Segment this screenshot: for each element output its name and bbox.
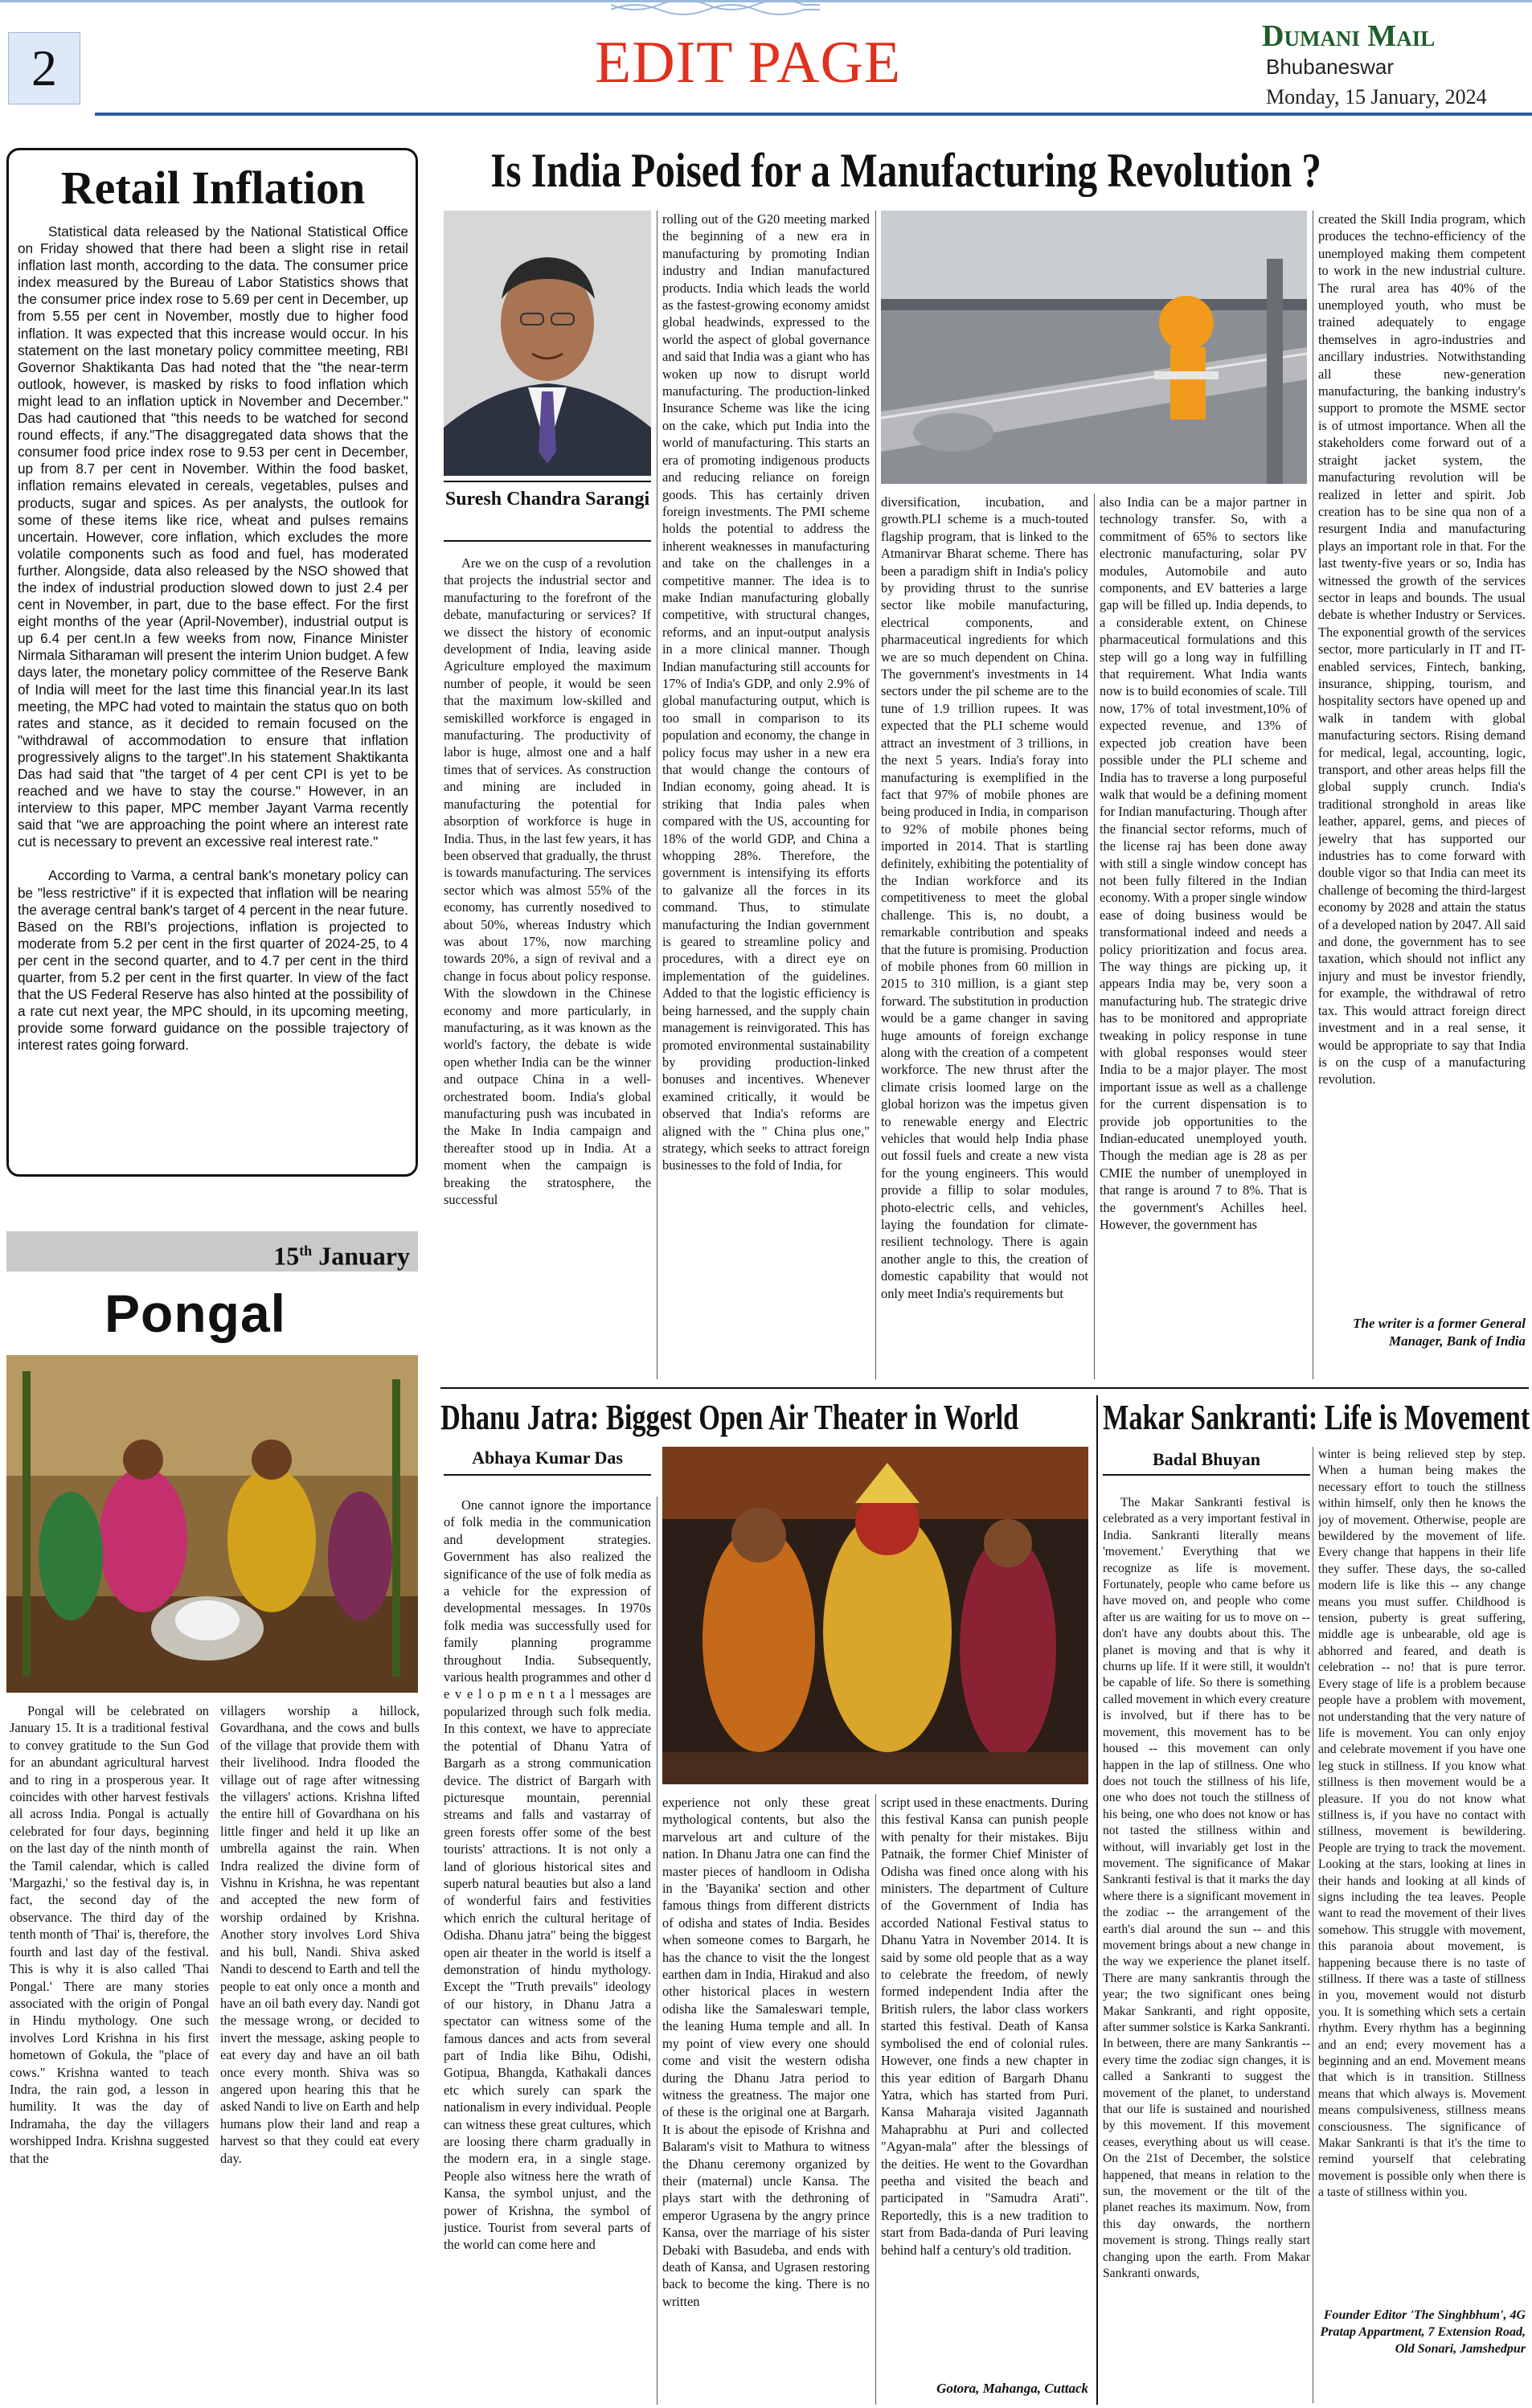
makar-column-2 — [1318, 1447, 1526, 2299]
retail-inflation-title: Retail Inflation — [60, 162, 366, 214]
makar-sankranti-title: Makar Sankranti: Life is Movement — [1103, 1398, 1530, 1437]
pongal-date-suffix: th — [299, 1243, 313, 1259]
section-title: EDIT PAGE — [595, 30, 902, 96]
pongal-celebration-photo — [6, 1355, 418, 1693]
column-divider — [875, 1794, 876, 2405]
author-rule — [444, 481, 651, 482]
pongal-date-month: January — [318, 1241, 410, 1271]
retail-paragraph-2: According to Varma, a central bank's monetary policy can be "less restrictive" if it is expected that inflation will be nearing the average central bank's target of 4 percent in the near future. Based on the RBI's projections, inflation is projected to moderate from 5.2 per cent in the first quarter of 2024-25, to 4 per cent in the second quarter, and to 4.7 per cent in the third quarter, from 5.2 per cent in the first quarter. In view of the fact that the US Federal Reserve has also hinted at the possibility of a rate cut next year, the MPC should, in its upcoming meeting, provide some forward guidance on the possible trajectory of interest rates going forward. — [18, 867, 408, 1054]
makar-writer-note: Founder Editor 'The Singhbhum', 4G Pratap Appartment, 7 Extension Road, Old Sonari, Jamshedpur — [1320, 2308, 1526, 2356]
dhanu-column-1-text: One cannot ignore the importance of folk media in the communication and development strategies. Government has also realized the significance of the use of folk media as a vehicle for the expression of developmental messages. In 1970s folk media was successfully used for family planning programme throughout India. Subsequently, various health programmes and other d e v e l o p m e n t a l messages are popularized through such folk media. In this context, we have to appreciate the potential of Dhanu Yatra of Bargarh as a strong communication device. The district of Bargarh with picturesque mountain, perennial streams and falls and vastarray of green forests offer some of the best tourists' attractions. It is not only a land of glorious historical sites and superb natural beauties but also a land of wonderful fairs and festivities which enrich the cultural heritage of Odisha. Dhanu jatra" being the biggest open air theater in the world is itself a demonstration of hindu mythology. Except the "Truth prevails" ideology of our history, in Dhanu Jatra a spectator can witness some of the famous dances and acts from several part of India like Bihu, Odishi, Gotipua, Bhangda, Kathakali dances etc which surely can spark the nationalism in every individual. People can witness these great cultures, which are loosing there charm gradually in the modern era, in a single stage. People also witness here the wrath of Kansa, the symbol unjust, and the power of Krishna, the symbol of justice. Tourist from several parts of the world can come here and — [444, 1497, 651, 2253]
paper-name: Dumani Mail — [1262, 19, 1436, 53]
pongal-title: Pongal — [104, 1284, 287, 1343]
author-rule — [444, 1474, 651, 1476]
pongal-date-day: 15 — [273, 1241, 300, 1271]
dhanu-jatra-photo — [662, 1447, 1088, 1784]
main-column-4 — [1100, 493, 1307, 1379]
main-column-2-text: rolling out of the G20 meeting marked the beginning of a new era in manufacturing by promoting Indian industry and Indian manufactured products. India which leads the world as the fastest-growing economy amidst global headwinds, expressed to the world the aspect of global governance and said that India was a giant who has woken up now to disrupt world manufacturing. The production-linked Insurance Scheme was like the icing on the cake, which put India into the world of manufacturing. This starts an era of promoting indigenous products and reducing reliance on foreign goods. This has certainly driven foreign investments. The PMI scheme holds the potential to address the inherent weaknesses in manufacturing and take on the challenges in a competitive manner. The idea is to make Indian manufacturing globally competitive, with structural changes, reforms, and an input-output analysis in a more clinical manner. Though Indian manufacturing still accounts for 17% of India's GDP, and only 2.9% of global manufacturing output, which is too small in comparison to its population and economy, the change in policy focus may usher in a new era that would change the contours of Indian economy, going ahead. It is striking that India pales when compared with the US, accounting for 18% of the world GDP, and China a whopping 28%. Therefore, the government is intensifying its efforts to galvanize all the forces in its command. Thus, to stimulate manufacturing the Indian government is geared to streamline policy and procedures, with a direct eye on implementation of the guidelines. Added to that the logistic efficiency is being harnessed, and the supply chain management is reinvigorated. This has promoted environmental sustainability by providing production-linked bonuses and incentives. Whenever examined critically, it would be observed that India's reforms are aligned with the " China plus one," strategy, which seeks to attract foreign businesses to the fold of India, for — [662, 211, 870, 1173]
makar-column-1 — [1103, 1495, 1310, 2408]
dhanu-column-2 — [662, 1794, 870, 2405]
dhanu-jatra-title: Dhanu Jatra: Biggest Open Air Theater in World — [440, 1398, 1019, 1437]
dhanu-jatra-author: Abhaya Kumar Das — [472, 1448, 623, 1468]
pongal-column-2 — [220, 1702, 420, 2402]
retail-inflation-body — [18, 223, 408, 1169]
main-article-title: Is India Poised for a Manufacturing Revolution ? — [490, 144, 1321, 197]
main-column-3 — [881, 493, 1088, 1379]
main-column-1 — [444, 555, 651, 1379]
pongal-column-1 — [10, 1702, 209, 2402]
section-divider — [1096, 1395, 1098, 2405]
pongal-column-2-text: villagers worship a hillock, Govardhana, and the cows and bulls of the village that provide them with their livelihood. Indra flooded the village out of rage after witnessing the villagers' actions. Krishna lifted the entire hill of Govardhana on his little finger and held it up like an umbrella against the rain. When Indra realized the divine form of Vishnu in Krishna, he was repentant and accepted the new form of worship ordained by Krishna. Another story involves Lord Shiva and his bull, Nandi. Shiva asked Nandi to descend to Earth and tell the people to eat only once a month and have an oil bath every day. Nandi got the message wrong, or decided to invert the message, asking people to eat every day and have an oil bath once every month. Shiva was so angered upon hearing this that he asked Nandi to live on Earth and help humans plow their land and reap a harvest so that they could eat every day. — [220, 1703, 420, 2166]
page-number: 2 — [31, 39, 57, 96]
main-column-5-text: created the Skill India program, which produces the techno-efficiency of the unemployed making them competent to work in the new industrial culture. The rural area has 40% of the unemployed youth, who must be trained adequately to engage themselves in agro-industries and ancillary industries. Notwithstanding all these new-generation manufacturing, the banking industry's support to promote the MSME sector is of utmost importance. When all the stakeholders come forward out of a straight jacket system, the manufacturing revolution will be realized in letter and spirit. Job creation has to be sine qua non of a resurgent India and manufacturing plays an important role in that. For the last twenty-five years or so, India has witnessed the growth of the services sector in leaps and bounds. The usual debate is whether Industry or Services. The exponential growth of the services sector, more particularly in IT and IT-enabled services, Fintech, banking, insurance, shipping, tourism, and hospitality sectors have opened up and walk in tandem with global manufacturing sectors. Rising demand for medical, legal, accounting, logic, transport, and other areas helps fill the global supply crunch. India's traditional stronghold in areas like leather, apparel, gems, and pieces of jewelry that has supported our industries has to come forward with double vigor so that India can meet its challenge of becoming the third-largest economy by 2028 and attain the status of a developed nation by 2047. All said and done, the government has to see taxation, which should not inflict any injury and must be investor friendly, for example, the withdrawal of retro tax. This would attract foreign direct investment and in a real sense, it would be appropriate to say that India is on the cusp of a manufacturing revolution. — [1318, 211, 1526, 1087]
main-column-3-text: diversification, incubation, and growth.PLI scheme is a much-touted flagship program, that is linked to the Atmanirvar Bharat scheme. There has been a paradigm shift in India's policy by providing thrust to the sunrise sector like mobile manufacturing, electrical components, and pharmaceutical ingredients for which we are so much dependent on China. The government's investments in 14 sectors under the pil scheme are to the tune of 1.9 trillion rupees. It was expected that the PLI scheme would attract an investment of 3 trillions, in the next 5 years. India's foray into manufacturing is exemplified in the fact that 97% of mobile phones are being produced in India, in comparison to 92% of mobile phones being imported in 2014. That is startling definitely, exhibiting the potentiality of the Indian workforce and its competitiveness to meet the global challenge. This is, no doubt, a remarkable contribution and speaks that the future is promising. Production of mobile phones from 60 million in 2015 to 310 million, is a giant step forward. The substitution in production would be a game changer in saving huge amounts of foreign exchange along with the creation of a competent workforce. The new thrust after the climate crisis loomed large on the global horizon was the impetus given to renewable energy and Electric vehicles that would help India phase out fossil fuels and create a new vista for the young engineers. This would provide a fillip to solar modules, photo-electric cells, and vehicles, laying the foundation for climate-resilient technology. There is again another angle to this, the creation of domestic capability that would not only meet India's requirements but — [881, 494, 1088, 1301]
makar-sankranti-author: Badal Bhuyan — [1153, 1449, 1260, 1469]
dhanu-column-3 — [881, 1794, 1088, 2381]
paper-city: Bhubaneswar — [1266, 55, 1394, 79]
dhanu-author-place: Gotora, Mahanga, Cuttack — [936, 2381, 1088, 2396]
column-divider — [875, 211, 876, 1379]
retail-paragraph-1: Statistical data released by the National Statistical Office on Friday showed that there had been a slight rise in retail inflation last month, according to the data. The consumer price index measured by the Bureau of Labor Statistics shows that the consumer price index rose to 5.69 per cent in December, up from 5.55 per cent in November, mostly due to higher food inflation. It was expected that this increase would occur. In his statement on the last monetary policy committee meeting, RBI Governor Shaktikanta Das had noted that the "the near-term outlook, however, is masked by risks to food inflation which might lead to an inflation uptick in November and December." Das had cautioned that "this needs to be watched for second round effects, if any."The disaggregated data shows that the consumer food price index rose to 9.53 per cent in December, up from 8.7 per cent in November. Within the food basket, inflation remains elevated in cereals, vegetables, pulses and products, sugar and spices. As per analysts, the outlook for some of these items like rice, wheat and pulses remains uncertain. However, core inflation, which excludes the more volatile components such as food and fuel, has moderated further. Alongside, data also released by the NSO showed that the index of industrial production slowed down to just 2.4 per cent in November, in part, due to the base effect. For the first eight months of the year (April-November), industrial output is up 6.4 per cent.In a few weeks from now, Finance Minister Nirmala Sitharaman will present the interim Union budget. A few days later, the monetary policy committee of the Reserve Bank of India will meet for the last time this financial year.In its last meeting, the MPC had voted to maintain the status quo on both rates and stance, as it decided to remain focused on the "withdrawal of accommodation to ensure that inflation progressively aligns to the target".In his statement Shaktikanta Das had said that "the target of 4 per cent CPI is yet to be reached and we have to stay the course." However, in an interview to this paper, MPC member Jayant Varma recently said that "we are approaching the point where an interest rate cut is necessary to prevent an excessive real interest rate." — [18, 223, 408, 850]
factory-photo — [881, 211, 1307, 484]
dhanu-column-2-text: experience not only these great mythological contents, but also the marvelous art and culture of the nation. In Dhanu Jatra one can find the master pieces of handloom in Odisha in the 'Bayanika' section and other famous things from different districts of odisha and states of India. Besides when someone comes to Bargarh, he has the chance to visit the the longest earthen dam in India, Hirakud and also other historical places in western odisha like the Samaleswari temple, the leaning Huma temple and all. In my point of view every one should come and visit the western odisha during the Dhanu Jatra period to witness the greatness. The major one of these is the original one at Bargarh. It is about the episode of Krishna and Balaram's visit to Mathura to witness the Dhanu ceremony organized by their (maternal) uncle Kansa. The plays start with the dethroning of emperor Ugrasena by the angry prince Kansa, over the marriage of his sister Debaki with Basudeba, and ends with death of Kansa, and Ugrasen restoring back to become the king. There is no written — [662, 1795, 870, 2309]
main-writer-note: The writer is a former General Manager, Bank of India — [1353, 1316, 1526, 1349]
pongal-date — [169, 1233, 410, 1274]
main-column-5 — [1318, 211, 1526, 1308]
page-number-box — [8, 32, 80, 104]
author-photo — [444, 211, 651, 476]
pongal-column-1-text: Pongal will be celebrated on January 15. It is a traditional festival to convey gratitude to the Sun God for an abundant agricultural harvest and to ring in a prosperous year. It coincides with other harvest festivals all across India. Pongal is actually celebrated for four days, beginning on the last day of the ninth month of the Tamil calendar, which is called 'Margazhi,' so the festival day is, in fact, the second day of the observance. The third day of the tenth month of 'Thai' is, therefore, the fourth and last day of the festival. This is why it is also called 'Thai Pongal.' There are many stories associated with the origin of Pongal in Hindu mythology. One such involves Lord Krishna in his first hometown of Gokula, the "place of cows." Krishna wanted to teach Indra, the rain god, a lesson in humility. It was the day of Indramaha, the day the villagers worshipped Indra. Krishna suggested that the — [10, 1703, 209, 2166]
dhanu-column-1 — [444, 1497, 651, 2405]
section-divider — [440, 1387, 1529, 1389]
ornament-icon — [611, 0, 820, 18]
main-column-1-text: Are we on the cusp of a revolution that projects the industrial sector and manufacturing to the forefront of the debate, manufacturing or services? If we dissect the history of economic development of India, leaving aside Agriculture employed the maximum number of people, it would be seen that the maximum low-skilled and semiskilled workforce is engaged in manufacturing. The productivity of labor is huge, almost one and a half times that of services. As construction and mining are included in manufacturing the potential for absorption of workforce is huge in India. Thus, in the last few years, it has been observed that gradually, the thrust is towards manufacturing. The services sector which was almost 55% of the economy, has currently nosedived to about 50%, whereas Industry which was about 17%, now marching towards 20%, a sign of revival and a change in focus about policy response. With the slowdown in the Chinese economy and more particularly, in manufacturing, as it was known as the world's factory, the debate is wide open whether India can be the winner and outpace China in a well-orchestrated boom. India's global manufacturing push was incubated in the Make In India campaign and thereafter stood up in India. At a moment when the campaign is breaking the stratosphere, the successful — [444, 555, 651, 1208]
column-divider — [1094, 493, 1095, 1379]
makar-column-1-text: The Makar Sankranti festival is celebrated as a very important festival in India. Sankranti literally means 'movement.' Everything that we recognize as life is movement. Fortunately, people who came before us have moved on, and people who come after us are waiting for us to move on -- don't have any doubts about this. The planet is moving and that is why it churns up life. If it were still, it wouldn't be capable of life. So there is something called movement in which every creature is involved, but if there has to be movement, this movement has to be housed -- this movement can only happen in the lap of stillness. One who does not touch the stillness of his life, one who does not touch the stillness of his being, one who does not know or has not tasted the stillness within and without, will invariably get lost in the movement. The significance of Makar Sankranti festival is that it marks the day where there is a significant movement in the zodiac -- the arrangement of the earth's dial around the sun -- and this movement brings about a new change in the way we experience the planet itself. There are many sankrantis through the year; the two significant ones being Makar Sankranti, and right opposite, after summer solstice is Karka Sankranti. In between, there are many Sankrantis -- every time the zodiac sign changes, it is called a Sankranti to suggest the movement of the planet, to understand that our life is sustained and nourished by this movement. If this movement ceases, everything about us will cease. On the 21st of December, the solstice happened, that means in relation to the sun, the movement or the tilt of the planet reaches its maximum. Now, from this day onwards, the northern movement is strong. Things really start changing upon the earth. From Makar Sankranti onwards, — [1103, 1496, 1310, 2281]
masthead-rule — [95, 113, 1532, 116]
author-rule — [1103, 1474, 1310, 1476]
main-author: Suresh Chandra Sarangi — [444, 489, 650, 510]
makar-column-2-text: winter is being relieved step by step. When a human being makes the necessary effort to touch the stillness within himself, only then he knows the joy of movement. Otherwise, people are bewildered by the movement of life. Every change that happens in their life they suffer. These days, the so-called modern life is like this -- any change means you must suffer. Childhood is tension, puberty is great suffering, middle age is unbearable, old age is abhorred and feared, and death is celebration -- no! that is pure terror. Every stage of life is a problem because people have a problem with movement, not understanding that the very nature of life is movement. You can only enjoy and celebrate movement if you have one leg stuck in stillness. If you know what stillness is then movement would be a pleasure. If you do not know what stillness is, if you have no contact with stillness, movement is bewildering. People are trying to track the movement. Looking at the stars, looking at lines in their hands and looking at all kinds of signs including the tea leaves. People want to read the movement of their lives somehow. This struggle with movement, this paranoia about movement, is happening because there is no taste of stillness. If there was a taste of stillness in you, movement would not disturb you. It is something which sets a certain rhythm. Every rhythm has a beginning and an end; every movement has a beginning and an end. Movement means that which is in transition. Stillness means that which always is. Movement means compulsiveness, stillness means consciousness. The significance of Makar Sankranti is that it's the time to remind yourself that celebrating movement is possible only when there is a taste of stillness within you. — [1318, 1448, 1526, 2200]
main-column-4-text: also India can be a major partner in technology transfer. So, with a commitment of 65% to sectors like electronic manufacturing, solar PV modules, Automobile and auto components, and EV batteries a large gap will be filled up. India depends, to a considerable extent, on Chinese pharmaceutical formulations and this step will go a long way in fulfilling that requirement. What India wants now is to build economies of scale. Till now, 17% of total investment,10% of expected revenue, and 13% of expected job creation have been possible under the PLI scheme and India has to traverse a long purposeful walk that would be a defining moment for Indian manufacturing. Though after the financial sector reforms, much of the license raj has been done away with still a single window concept has not been fully filtered in the Indian economy. With a proper single window ease of doing business would be transformational indeed and needs a policy prioritization and focus area. The way things are picking up, it appears India may be, very soon a manufacturing hub. The strategic drive has to be monitored and appropriate tweaking in policy response in tune with global responses would steer India to be a major player. The most important issue as well as a challenge for the current dispensation is to provide job opportunities to the Indian-educated unemployed youth. Though the median age is 28 as per CMIE the number of unemployed in that range is around 7 to 8%. That is the government's Achilles heel. However, the government has — [1100, 494, 1307, 1233]
dhanu-column-3-text: script used in these enactments. During this festival Kansa can punish people with penalty for their mistakes. Biju Patnaik, the former Chief Minister of Odisha was fined once along with his ministers. The department of Culture of the Government of India has accorded National Festival status to Dhanu Yatra in November 2014. It is said by some old people that as a way to celebrate the freedom, of newly formed independent India after the British rulers, the labor class workers started this festival. Death of Kansa symbolised the end of colonial rules. However, one finds a new chapter in this year edition of Bargarh Dhanu Yatra, which has started from Puri. Kansa Maharaja visited Jagannath Mahaprabhu at Puri and collected "Agyan-mala" after the blessings of the deities. He went to the Govardhan peetha and visited the beach and participated in "Samudra Arati". Reportedly, this is a new tradition to start from Bada-danda of Puri leaving behind half a century's old tradition. — [881, 1795, 1088, 2258]
main-column-2 — [662, 211, 870, 1379]
paper-date: Monday, 15 January, 2024 — [1266, 85, 1487, 109]
author-rule — [444, 540, 651, 542]
